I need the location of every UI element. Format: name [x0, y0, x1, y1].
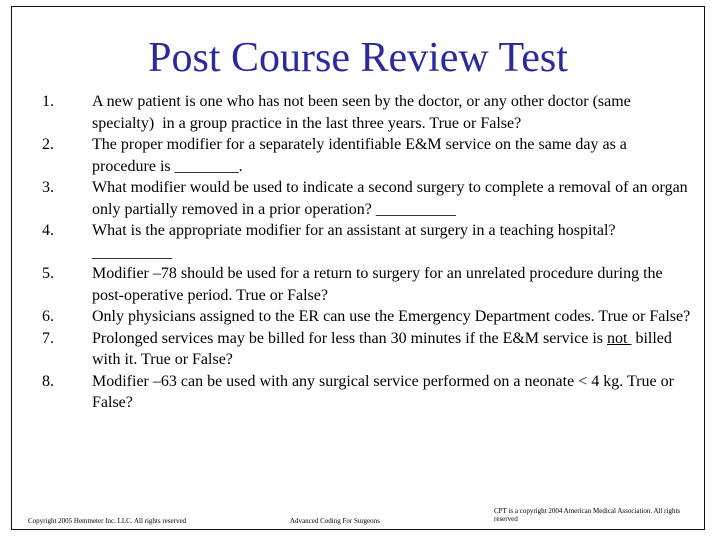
- question-item: [42, 263, 692, 306]
- question-number: 7.: [42, 329, 54, 347]
- question-text: The proper modifier for a separately identifiable E&M service on the same day as a procedure is ________.: [92, 136, 631, 175]
- question-text-before: Prolonged services may be billed for less than 30 minutes if the E&M service is: [92, 329, 607, 347]
- question-item: [42, 306, 692, 328]
- question-item: [42, 220, 692, 263]
- footer-copyright: Copyright 2005 Hemmeter Inc. LLC. All rights reserved: [28, 517, 187, 525]
- footer-cpt-notice: CPT is a copyright 2004 American Medical Association. All rights reserved: [494, 507, 681, 523]
- question-number: 3.: [42, 179, 54, 196]
- underlined-word: not: [607, 329, 632, 347]
- question-item: [42, 91, 692, 134]
- question-text: Modifier –78 should be used for a return to surgery for an unrelated procedure during the post-operative period. True or False?: [92, 265, 667, 304]
- question-text: What is the appropriate modifier for an assistant at surgery in a teaching hospital? __________: [92, 222, 620, 261]
- question-number: 6.: [42, 308, 54, 325]
- question-number: 4.: [42, 222, 54, 239]
- question-number: 8.: [42, 372, 54, 390]
- slide: [11, 6, 705, 530]
- footer-course-name: Advanced Coding For Surgeons: [290, 517, 380, 525]
- question-item: [42, 371, 692, 414]
- question-number: 1.: [42, 93, 54, 110]
- question-text-after: billed with it. True or False?: [92, 329, 676, 368]
- question-item: [42, 328, 692, 371]
- question-item: [42, 177, 692, 220]
- question-text: Only physicians assigned to the ER can use the Emergency Department codes. True or False?: [92, 308, 691, 325]
- question-text: [92, 328, 692, 371]
- question-text: What modifier would be used to indicate a second surgery to complete a removal of an organ only partially removed in a prior operation? __________: [92, 179, 692, 218]
- question-number: 5.: [42, 265, 54, 282]
- question-item: [42, 134, 692, 177]
- question-number: 2.: [42, 136, 54, 153]
- question-list: [42, 91, 692, 414]
- question-text: A new patient is one who has not been seen by the doctor, or any other doctor (same specialty) in a group practice in the last three years. True or False?: [92, 93, 635, 132]
- question-text: Modifier –63 can be used with any surgical service performed on a neonate < 4 kg. True or False?: [92, 372, 678, 411]
- slide-title: Post Course Review Test: [148, 35, 568, 81]
